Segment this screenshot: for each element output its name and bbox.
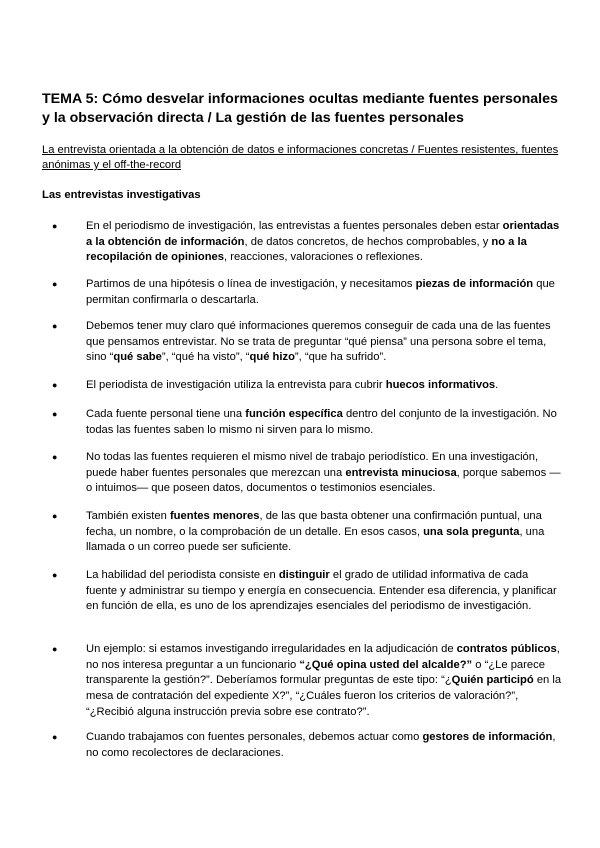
bullet-icon: ● [52,644,58,654]
text-run: , de las que basta obtener una confirmación puntual, una fecha, un nombre, o la comprobación de un detalle. En esos casos, [86,510,542,538]
text-run: en la mesa de contratación del expediente X?”, “¿Cuáles fueron los criterios de valoración?”, “¿Recibió alguna instrucción previa sobre ese contrato?”. [86,674,562,718]
bullet-icon: ● [52,452,58,462]
bold-text: distinguir [278,569,330,581]
text-run: . [495,379,499,391]
bold-text: función específica [245,408,343,420]
bullet-icon: ● [52,279,58,289]
list-item-text [86,407,562,438]
document-subtitle: La entrevista orientada a la obtención de datos e informaciones concretas / Fuentes resistentes, fuentes anónimas y el off-the-record [42,144,559,171]
text-run: Partimos de una hipótesis o línea de investigación, y necesitamos [86,278,416,290]
text-run: No todas las fuentes requieren el mismo nivel de trabajo periodístico. En una investigación, puede haber fuentes personales que merezcan una [86,451,539,479]
list-item-text [86,509,562,556]
bold-text: qué sabe [113,351,162,364]
bullet-icon: ● [52,732,58,742]
list-item-text [86,450,562,497]
text-run: ”, “qué ha visto”, “ [161,351,250,364]
bold-text: orientadas a la obtención de información [86,220,560,248]
bullet-icon: ● [52,380,58,390]
text-run: , de datos concretos, de hechos comprobables, y [244,235,492,248]
text-run: En el periodismo de investigación, las entrevistas a fuentes personales deben estar [86,220,503,232]
bullet-icon: ● [52,409,58,419]
bold-text: una sola pregunta [423,525,520,538]
text-run: , no como recolectores de declaraciones. [86,731,556,759]
text-run: ”, “que ha sufrido”. [294,351,387,364]
bold-text: contratos públicos [456,643,557,655]
bold-text: huecos informativos [385,379,496,391]
text-run: Cuando trabajamos con fuentes personales, debemos actuar como [86,731,423,743]
bold-text: piezas de información [415,278,534,290]
section-heading: Las entrevistas investigativas [42,189,201,201]
bold-text: “¿Qué opina usted del alcalde?” [299,658,473,671]
text-run: La habilidad del periodista consiste en [86,569,279,581]
bold-text: qué hizo [249,351,295,364]
bullet-icon: ● [52,221,58,231]
bold-text: entrevista minuciosa [345,466,457,479]
list-item-text [86,568,562,615]
text-run: que permitan confirmarla o descartarla. [86,278,555,306]
text-run: También existen [86,510,170,522]
text-run: dentro del conjunto de la investigación. No todas las fuentes saben lo mismo ni sirven para lo mismo. [86,408,557,436]
text-run: , porque sabemos —o intuimos— que poseen datos, documentos o testimonios esenciales. [86,466,561,495]
text-run: o “¿Le parece transparente la gestión?”. Deberíamos formular preguntas de este tipo: “¿ [86,658,545,687]
list-item-text [86,378,562,394]
list-item-text [86,277,562,308]
text-run: Cada fuente personal tiene una [86,408,246,420]
list-item-text [86,319,562,366]
bullet-icon: ● [52,511,58,521]
bullet-icon: ● [52,570,58,580]
bold-text: Quién participó [451,674,534,687]
bold-text: fuentes menores [169,510,260,522]
document-title: TEMA 5: Cómo desvelar informaciones ocultas mediante fuentes personales y la observación directa / La gestión de las fuentes personales [42,91,558,126]
bold-text: gestores de información [422,731,553,743]
text-run: El periodista de investigación utiliza la entrevista para cubrir [86,379,386,391]
text-run: Debemos tener muy claro qué informaciones queremos conseguir de cada una de las fuentes que pensamos entrevistar. No se trata de preguntar “qué piensa” una persona sobre el tema, sino “ [86,320,551,364]
bullet-icon: ● [52,321,58,331]
text-run: Un ejemplo: si estamos investigando irregularidades en la adjudicación de [86,643,457,655]
text-run: el grado de utilidad informativa de cada fuente y administrar su tiempo y energía en consecuencia. Entender esa diferencia, y planificar en función de ella, es uno de los aprendizajes esenciales del periodismo de investigación. [86,569,557,613]
text-run: , no nos interesa preguntar a un funcionario [86,643,560,671]
list-item-text [86,219,562,266]
bold-text: no a la recopilación de opiniones [86,235,527,264]
text-run: , una llamada o un correo puede ser suficiente. [86,525,545,554]
list-item-text [86,730,562,761]
text-run: , reacciones, valoraciones o reflexiones. [224,251,424,264]
list-item-text [86,642,562,721]
